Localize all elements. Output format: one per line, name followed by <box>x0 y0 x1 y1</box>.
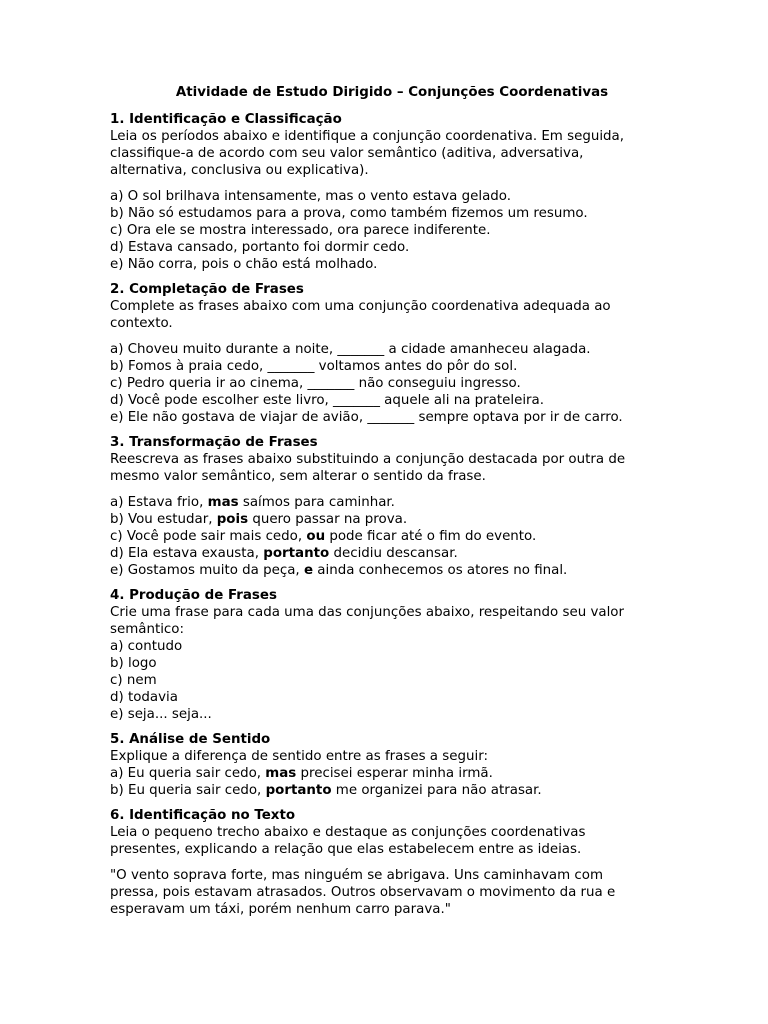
exercise-item: b) logo <box>110 656 157 671</box>
exercise-item: e) Ele não gostava de viajar de avião, _______ sempre optava por ir de carro. <box>110 410 623 425</box>
exercise-item <box>110 782 670 799</box>
item-text: c) Você pode sair mais cedo, <box>110 529 307 544</box>
section-instructions: presentes, explicando a relação que elas estabelecem entre as ideias. <box>110 842 582 857</box>
section-instructions: Reescreva as frases abaixo substituindo a conjunção destacada por outra de <box>110 452 626 467</box>
exercise-item: a) O sol brilhava intensamente, mas o vento estava gelado. <box>110 189 512 204</box>
exercise-item <box>110 511 670 528</box>
highlighted-conjunction: mas <box>207 495 239 510</box>
section-instructions: Crie uma frase para cada uma das conjunções abaixo, respeitando seu valor <box>110 605 624 620</box>
item-text: e) Gostamos muito da peça, <box>110 563 304 578</box>
exercise-item: a) Choveu muito durante a noite, _______ a cidade amanheceu alagada. <box>110 342 591 357</box>
item-text: saímos para caminhar. <box>238 495 395 510</box>
item-text: a) Estava frio, <box>110 495 208 510</box>
section-completacao <box>110 281 670 426</box>
document-page <box>110 84 670 926</box>
section-instructions: Leia os períodos abaixo e identifique a conjunção coordenativa. Em seguida, <box>110 129 624 144</box>
section-heading: 5. Análise de Sentido <box>110 732 271 747</box>
quoted-passage: pressa, pois estavam atrasados. Outros observavam o movimento da rua e <box>110 885 616 900</box>
section-transformacao <box>110 434 670 579</box>
exercise-item: d) todavia <box>110 690 178 705</box>
section-instructions: alternativa, conclusiva ou explicativa). <box>110 163 369 178</box>
section-identificacao <box>110 111 670 273</box>
section-analise <box>110 731 670 799</box>
exercise-item: c) Pedro queria ir ao cinema, _______ não conseguiu ingresso. <box>110 376 521 391</box>
exercise-item: d) Estava cansado, portanto foi dormir cedo. <box>110 240 410 255</box>
section-heading: 6. Identificação no Texto <box>110 808 296 823</box>
item-text: decidiu descansar. <box>329 546 458 561</box>
exercise-item <box>110 562 670 579</box>
item-text: precisei esperar minha irmã. <box>296 766 493 781</box>
section-heading: 3. Transformação de Frases <box>110 435 318 450</box>
exercise-item: e) seja... seja... <box>110 707 212 722</box>
item-text: me organizei para não atrasar. <box>331 783 542 798</box>
section-instructions: contexto. <box>110 316 173 331</box>
highlighted-conjunction: pois <box>216 512 249 527</box>
item-text: b) Eu queria sair cedo, <box>110 783 266 798</box>
item-text: b) Vou estudar, <box>110 512 217 527</box>
highlighted-conjunction: portanto <box>265 783 332 798</box>
exercise-item: e) Não corra, pois o chão está molhado. <box>110 257 378 272</box>
section-heading: 2. Completação de Frases <box>110 282 304 297</box>
exercise-item <box>110 528 670 545</box>
highlighted-conjunction: portanto <box>263 546 330 561</box>
exercise-item: a) contudo <box>110 639 183 654</box>
exercise-item: b) Fomos à praia cedo, _______ voltamos antes do pôr do sol. <box>110 359 518 374</box>
quoted-passage: esperavam um táxi, porém nenhum carro parava." <box>110 902 451 917</box>
section-instructions: semântico: <box>110 622 184 637</box>
item-text: ainda conhecemos os atores no final. <box>313 563 568 578</box>
exercise-item <box>110 765 670 782</box>
section-heading: 1. Identificação e Classificação <box>110 112 342 127</box>
highlighted-conjunction: mas <box>265 766 297 781</box>
item-text: a) Eu queria sair cedo, <box>110 766 266 781</box>
exercise-item <box>110 545 670 562</box>
item-text: quero passar na prova. <box>248 512 408 527</box>
highlighted-conjunction: e <box>303 563 314 578</box>
highlighted-conjunction: ou <box>306 529 326 544</box>
section-instructions: Leia o pequeno trecho abaixo e destaque as conjunções coordenativas <box>110 825 586 840</box>
quoted-passage: "O vento soprava forte, mas ninguém se abrigava. Uns caminhavam com <box>110 868 604 883</box>
section-instructions: Complete as frases abaixo com uma conjunção coordenativa adequada ao <box>110 299 611 314</box>
document-title: Atividade de Estudo Dirigido – Conjunções Coordenativas <box>175 85 609 100</box>
exercise-item: d) Você pode escolher este livro, _______ aquele ali na prateleira. <box>110 393 545 408</box>
exercise-item: b) Não só estudamos para a prova, como também fizemos um resumo. <box>110 206 588 221</box>
section-identificacao-texto <box>110 807 670 918</box>
section-heading: 4. Produção de Frases <box>110 588 277 603</box>
item-text: d) Ela estava exausta, <box>110 546 264 561</box>
exercise-item: c) Ora ele se mostra interessado, ora parece indiferente. <box>110 223 491 238</box>
item-text: pode ficar até o fim do evento. <box>325 529 537 544</box>
exercise-item: c) nem <box>110 673 157 688</box>
exercise-item <box>110 494 670 511</box>
section-producao <box>110 587 670 723</box>
section-instructions: Explique a diferença de sentido entre as frases a seguir: <box>110 749 488 764</box>
section-instructions: classifique-a de acordo com seu valor semântico (aditiva, adversativa, <box>110 146 584 161</box>
section-instructions: mesmo valor semântico, sem alterar o sentido da frase. <box>110 469 486 484</box>
